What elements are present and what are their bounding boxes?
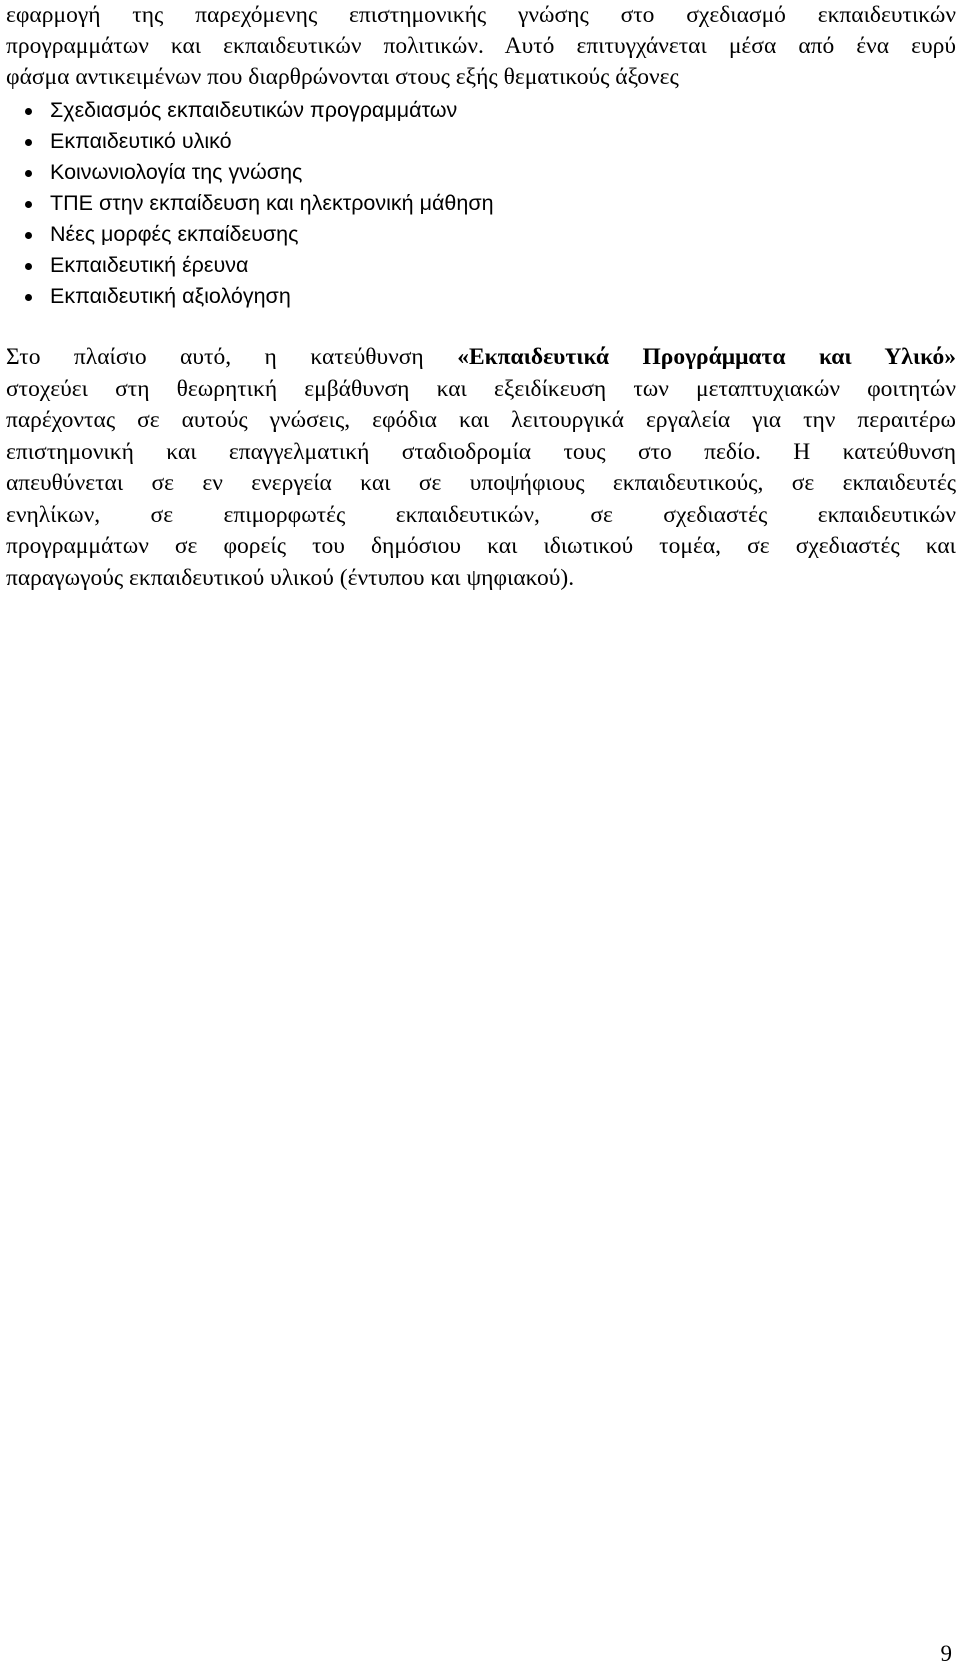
intro-line-2: προγραμμάτων και εκπαιδευτικών πολιτικών. Αυτό επιτυγχάνεται μέσα από ένα ευρύ — [6, 33, 956, 59]
direction-line-7: προγραμμάτων σε φορείς του δημόσιου και ιδιωτικού τομέα, σε σχεδιαστές και — [6, 533, 956, 559]
direction-line-1 — [6, 342, 956, 374]
bullet-icon — [25, 232, 32, 239]
bullet-icon — [25, 263, 32, 270]
direction-line-4: επιστημονική και επαγγελματική σταδιοδρομία τους στο πεδίο. Η κατεύθυνση — [6, 438, 956, 465]
list-item — [6, 250, 494, 281]
bullet-icon — [25, 170, 32, 177]
direction-paragraph — [6, 342, 956, 594]
direction-line-2: στοχεύει στη θεωρητική εμβάθυνση και εξειδίκευση των μεταπτυχιακών φοιτητών — [6, 375, 956, 402]
list-item — [6, 219, 494, 250]
bullet-icon — [25, 139, 32, 146]
direction-lead: Στο πλαίσιο αυτό, η κατεύθυνση — [6, 344, 458, 370]
direction-title: «Εκπαιδευτικά Προγράμματα και Υλικό» — [457, 344, 956, 370]
intro-line-1: εφαρμογή της παρεχόμενης επιστημονικής γνώσης στο σχεδιασμό εκπαιδευτικών — [6, 2, 956, 28]
list-item-label: Εκπαιδευτική αξιολόγηση — [50, 284, 291, 308]
list-item-label: Νέες μορφές εκπαίδευσης — [50, 222, 299, 246]
list-item — [6, 95, 494, 126]
list-item-label: Εκπαιδευτική έρευνα — [50, 253, 249, 277]
list-item — [6, 188, 494, 219]
list-item-label: Εκπαιδευτικό υλικό — [50, 129, 232, 153]
thematic-axes-list — [6, 95, 494, 312]
direction-line-8: παραγωγούς εκπαιδευτικού υλικού (έντυπου και ψηφιακού). — [6, 564, 575, 591]
direction-line-5: απευθύνεται σε εν ενεργεία και σε υποψήφιους εκπαιδευτικούς, σε εκπαιδευτές — [6, 470, 956, 496]
bullet-icon — [25, 108, 32, 115]
page-number: 9 — [940, 1641, 952, 1666]
direction-line-6: ενηλίκων, σε επιμορφωτές εκπαιδευτικών, σε σχεδιαστές εκπαιδευτικών — [6, 501, 956, 528]
intro-line-3: φάσμα αντικειμένων που διαρθρώνονται στους εξής θεματικούς άξονες — [6, 64, 679, 90]
list-item — [6, 126, 494, 157]
intro-paragraph — [6, 0, 956, 93]
direction-line-3: παρέχοντας σε αυτούς γνώσεις, εφόδια και λειτουργικά εργαλεία για την περαιτέρω — [6, 407, 956, 433]
list-item-label: Σχεδιασμός εκπαιδευτικών προγραμμάτων — [50, 98, 458, 122]
list-item-label: Κοινωνιολογία της γνώσης — [50, 160, 303, 184]
bullet-icon — [25, 294, 32, 301]
bullet-icon — [25, 201, 32, 208]
list-item — [6, 281, 494, 312]
list-item — [6, 157, 494, 188]
list-item-label: ΤΠΕ στην εκπαίδευση και ηλεκτρονική μάθηση — [50, 191, 494, 215]
